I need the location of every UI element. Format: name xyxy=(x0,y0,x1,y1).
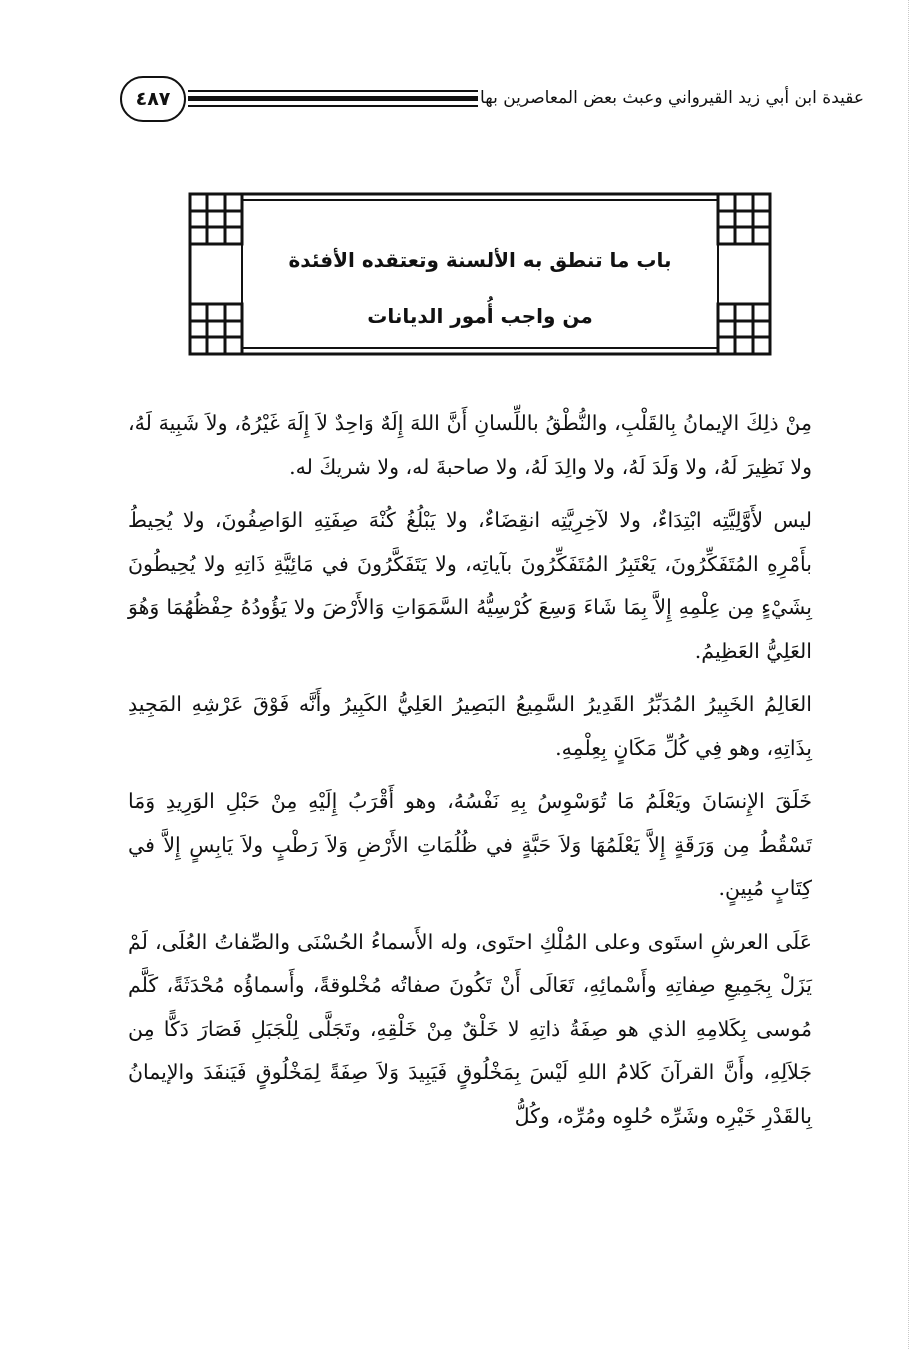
page-number: ٤٨٧ xyxy=(135,88,171,110)
paragraph: العَالِمُ الخَبِيرُ المُدَبِّرُ القَدِيرُ السَّمِيعُ البَصِيرُ العَلِيُّ الكَبِيرُ وأَنَّه فَوْقَ عَرْشِهِ المَجِيدِ بِذَاتِهِ، وهو فِي كُلِّ مَكَانٍ بِعِلْمِهِ. xyxy=(128,692,812,760)
chapter-title-line-1: باب ما تنطق به الألسنة وتعتقده الأفئدة xyxy=(288,248,672,272)
chapter-title-frame xyxy=(182,186,778,362)
paragraph: عَلَى العرشِ استَوى وعلى المُلْكِ احتَوى، وله الأَسماءُ الحُسْنَى والصِّفاتُ العُلَى، لَمْ يَزَلْ بِجَمِيعِ صِفاتِهِ وأَسْمائِهِ، تَعَالَى أَنْ تَكُونَ صفاتُه مُخْلوقةً، وأَسماؤُه مُحْدَثَةً، كَلَّم مُوسى بِكَلامِهِ الذي هو صِفَةُ ذاتِهِ لا خَلْقٌ مِنْ خَلْقِهِ، وتَجَلَّى لِلْجَبَلِ فَصَارَ دَكًّا مِن جَلاَلِهِ، وأَنَّ القرآنَ كَلامُ اللهِ لَيْسَ بِمَخْلُوقٍ فَيَبِيدَ وَلاَ صِفَةً لِمَخْلُوقٍ فَيَنفَدَ والإيمانُ بِالقَدْرِ خَيْرِه وشَرِّه حُلوِه ومُرِّه، وكُلُّ xyxy=(128,929,812,1128)
chapter-title-line-2: من واجب أُمور الديانات xyxy=(367,304,593,328)
paragraph: ليس لأَوَّلِيَّتِه ابْتِدَاءٌ، ولا لآخِرِيَّتِه انقِضَاءٌ، ولا يَبْلُغُ كُنْهَ صِفَتِهِ الوَاصِفُونَ، ولا يُحِيطُ بأَمْرِهِ المُتَفَكِّرُونَ، يَعْتَبِرُ المُتَفَكِّرُونَ بآياتِه، ولا يَتَفَكَّرُونَ في مَائِيَّةِ ذَاتِهِ ولا يُحِيطُونَ بِشَيْءٍ مِن عِلْمِهِ إِلاَّ بِمَا شَاءَ وَسِعَ كُرْسِيُّهُ السَّمَوَاتِ وَالأَرْضَ ولا يَؤُودُهُ حِفْظُهُمَا وَهُوَ العَلِيُّ العَظِيمُ. xyxy=(128,508,812,663)
page-number-badge xyxy=(120,76,186,122)
paragraph: خَلَقَ الإِنسَانَ ويَعْلَمُ مَا تُوَسْوِسُ بِهِ نَفْسُهُ، وهو أَقْرَبُ إِلَيْهِ مِنْ حَبْلِ الوَرِيدِ وَمَا تَسْقُطُ مِن وَرَقَةٍ إِلاَّ يَعْلَمُهَا وَلاَ حَبَّةٍ في ظُلُمَاتِ الأَرْضِ وَلاَ رَطْبٍ ولاَ يَابِسٍ إِلاَّ في كِتَابٍ مُبِينٍ. xyxy=(128,789,812,900)
running-title: عقيدة ابن أبي زيد القيرواني وعبث بعض المعاصرين بها xyxy=(480,88,864,108)
page-header xyxy=(120,70,864,132)
paragraph: مِنْ ذلِكَ الإيمانُ بِالقَلْبِ، والنُّطْقُ باللِّسانِ أَنَّ اللهَ إِلَهٌ وَاحِدٌ لاَ إِلَهَ غَيْرُهُ، ولاَ شَبِيهَ لَهُ، ولا نَظِيرَ لَهُ، ولا وَلَدَ لَهُ، ولا والِدَ لَهُ، ولا صاحبةَ له، ولا شريكَ له. xyxy=(128,411,812,479)
scan-edge xyxy=(908,0,923,1349)
chapter-title xyxy=(252,232,708,344)
body-text xyxy=(128,402,812,1148)
header-rule xyxy=(188,90,478,112)
